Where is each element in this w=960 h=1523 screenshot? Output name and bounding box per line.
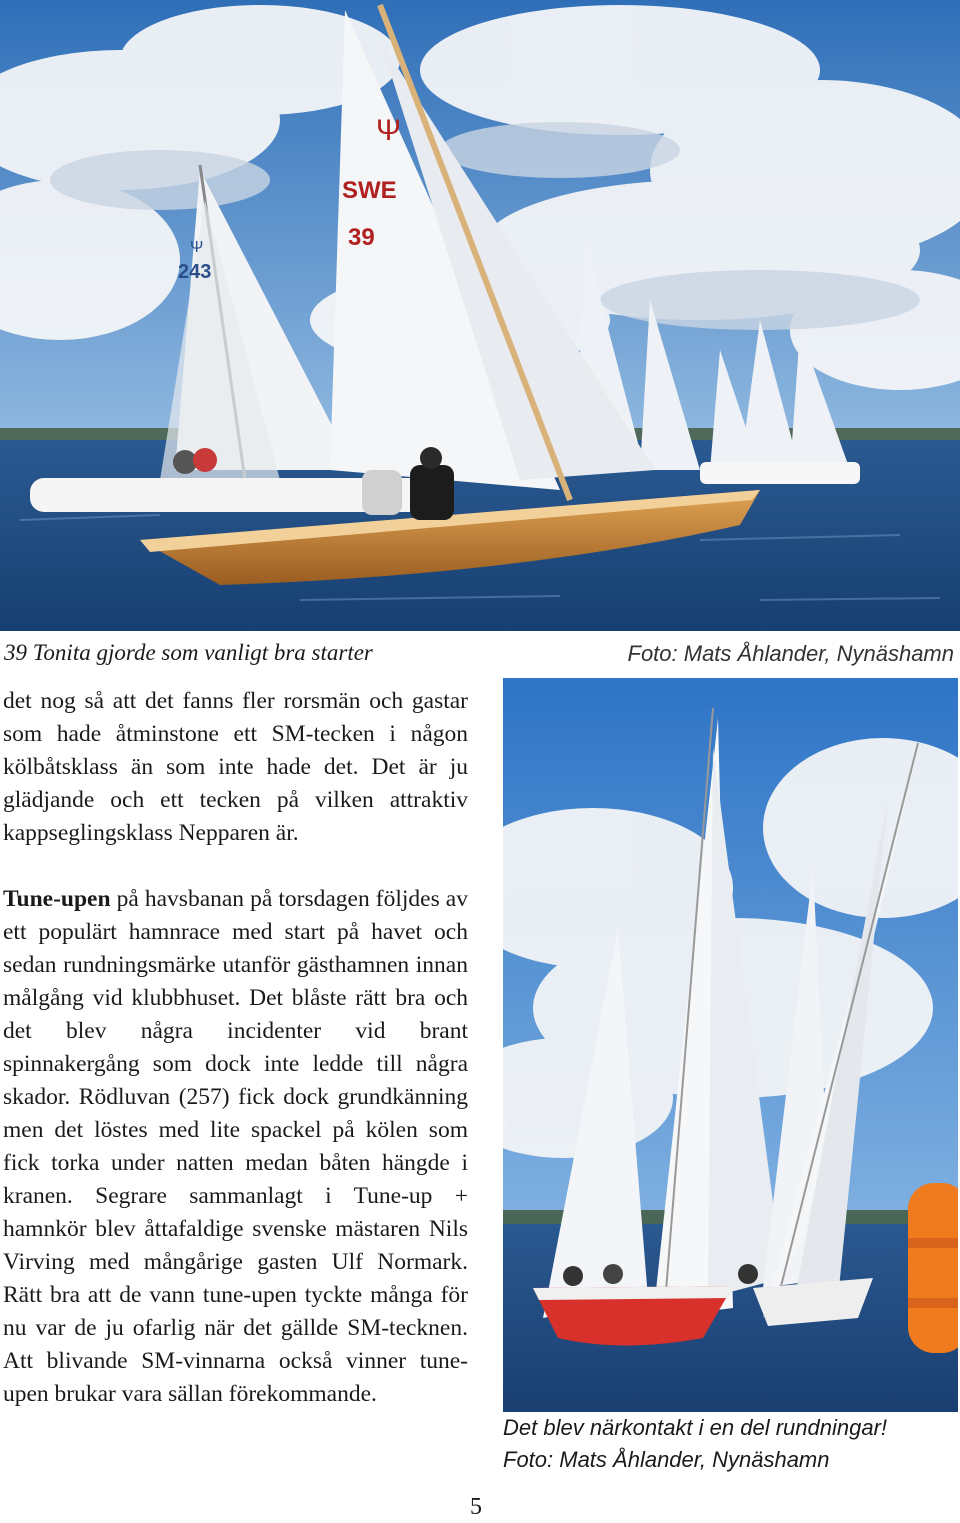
photo-credit: Foto: Mats Åhlander, Nynäshamn [627,641,954,666]
body-paragraph-2 [3,883,468,1411]
left-sail-symbol: Ψ [190,239,204,256]
photo-caption-right: Det blev närkontakt i en del rundningar! [503,1415,888,1440]
photo-sailboats-start [0,0,960,631]
left-sail-number: 243 [178,261,212,283]
paragraph-text: det nog så att det fanns fler rorsmän och gastar som hade åtminstone ett SM-tecken i någon kölbåtsklass än som inte hade det. Det är ju glädjande och ett tecken på vilken attraktiv kappseglingsklass Nepparen är. [3,688,468,846]
big-sail-symbol: Ψ [376,114,402,147]
big-sail-country: SWE [342,177,397,204]
big-sail-number: 39 [348,224,375,251]
paragraph-rest: på havsbanan på torsdagen följdes av ett populärt hamnrace med start på havet och sedan rundningsmärke utanför gästhamnen innan målgång vid klubbhuset. Det blåste rätt bra och det blev några incidenter vid brant spinnakergång som dock inte ledde till några skador. Rödluvan (257) fick dock grundkänning men det löstes med lite spackel på kölen som fick torka under natten medan båten hängde i kranen. Segrare sammanlagt i Tune-up + hamnkör blev åttafaldige svenske mästaren Nils Virving med mångårige gasten Ulf Normark. Rätt bra att de vann tune-upen tyckte många för nu var de ju ofarlig när det gällde SM-tecknen. Att blivande SM-vinnarna också vinner tune-upen brukar vara sällan förekommande. [3,886,468,1407]
sailboats-start-illustration [0,0,960,631]
body-paragraph-1 [3,685,468,850]
paragraph-lead: Tune-upen [3,886,111,912]
buoy-rounding-illustration [503,678,958,1412]
photo-buoy-rounding [503,678,958,1412]
page-number: 5 [470,1494,482,1520]
photo-caption: 39 Tonita gjorde som vanligt bra starter [4,640,373,665]
paragraph-text [3,883,468,1411]
photo-credit-right: Foto: Mats Åhlander, Nynäshamn [503,1447,830,1472]
